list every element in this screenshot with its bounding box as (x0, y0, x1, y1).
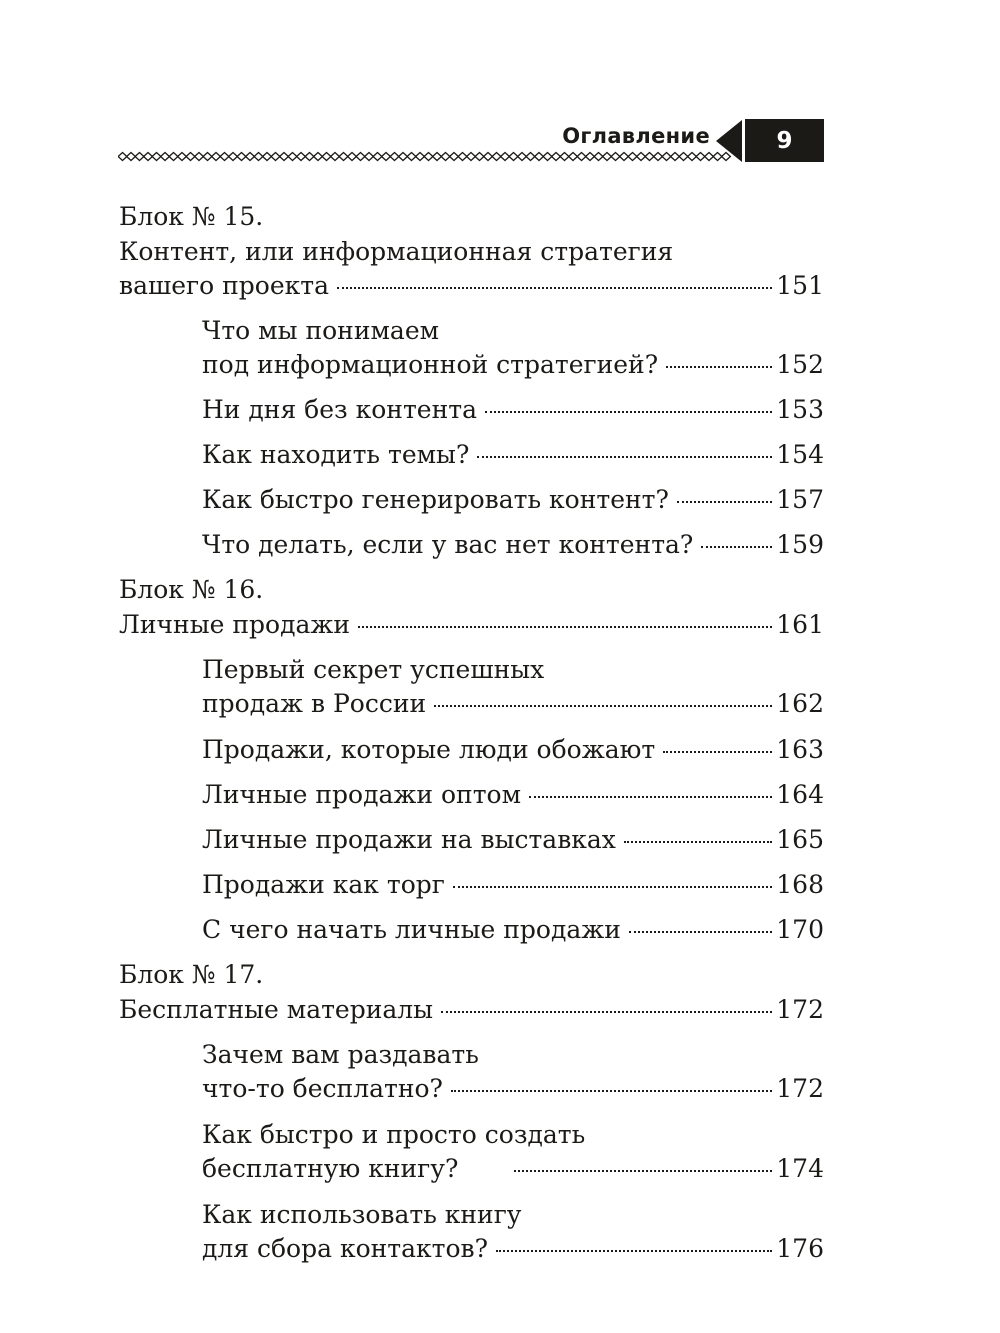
dot-leader (496, 1250, 772, 1252)
dot-leader (451, 1090, 772, 1092)
entry-text: продаж в России (202, 689, 427, 718)
entry-text: Бесплатные материалы (119, 995, 434, 1024)
toc-entry (202, 733, 824, 767)
toc-entry (202, 438, 824, 472)
entry-text: Продажи, которые люди обожают (202, 735, 656, 764)
entry-text: Что делать, если у вас нет контента? (202, 530, 694, 559)
block-heading-15 (119, 200, 824, 234)
block-title: Блок № 17. (119, 960, 264, 989)
toc-entry (202, 687, 824, 721)
dot-leader (677, 501, 772, 503)
block-heading-16 (119, 573, 824, 607)
toc-entry-17 (119, 993, 824, 1027)
entry-text: Как быстро и просто создать (202, 1120, 586, 1149)
entry-page-number: 152 (776, 350, 824, 379)
entry-page-number: 151 (776, 271, 824, 300)
entry-page-number: 164 (776, 780, 824, 809)
dot-leader (529, 796, 772, 798)
entry-page-number: 162 (776, 689, 824, 718)
dot-leader (624, 841, 772, 843)
entry-text: Зачем вам раздавать (202, 1040, 479, 1069)
dot-leader (477, 456, 772, 458)
entry-text: Личные продажи (119, 610, 351, 639)
toc-entry-line1 (202, 314, 824, 348)
dot-leader (337, 287, 772, 289)
toc-entry (202, 483, 824, 517)
dot-leader (485, 411, 772, 413)
entry-text: под информационной стратегией? (202, 350, 659, 379)
running-title: Оглавление (562, 124, 710, 148)
entry-page-number: 174 (776, 1154, 824, 1183)
entry-page-number: 161 (776, 610, 824, 639)
dot-leader (663, 751, 772, 753)
dot-leader (514, 1170, 772, 1172)
entry-text: вашего проекта (119, 271, 329, 300)
toc-entry (202, 823, 824, 857)
toc-entry (202, 913, 824, 947)
entry-page-number: 153 (776, 395, 824, 424)
entry-page-number: 154 (776, 440, 824, 469)
entry-page-number: 170 (776, 915, 824, 944)
toc-entry-line1 (202, 1118, 824, 1152)
toc-entry (202, 1072, 824, 1106)
page-number: 9 (776, 127, 793, 154)
toc-entry (202, 348, 824, 382)
toc-entry (202, 868, 824, 902)
entry-text: бесплатную книгу? (202, 1154, 459, 1183)
entry-text: для сбора контактов? (202, 1234, 489, 1263)
entry-text: Как использовать книгу (202, 1200, 522, 1229)
entry-page-number: 159 (776, 530, 824, 559)
entry-page-number: 168 (776, 870, 824, 899)
toc-entry (202, 1232, 824, 1266)
entry-text: Личные продажи на выставках (202, 825, 616, 854)
dot-leader (629, 931, 772, 933)
entry-text: Первый секрет успешных (202, 655, 545, 684)
entry-text: С чего начать личные продажи (202, 915, 621, 944)
entry-page-number: 172 (776, 1074, 824, 1103)
entry-text: Как быстро генерировать контент? (202, 485, 669, 514)
toc-entry (202, 778, 824, 812)
toc-entry (202, 528, 824, 562)
toc-entry-line1 (202, 1038, 824, 1072)
toc-entry-16 (119, 608, 824, 642)
entry-text: что-то бесплатно? (202, 1074, 443, 1103)
entry-page-number: 165 (776, 825, 824, 854)
block-title: Блок № 16. (119, 575, 264, 604)
block-heading-17 (119, 958, 824, 992)
dot-leader (441, 1011, 772, 1013)
toc-entry-15 (119, 269, 824, 303)
entry-page-number: 163 (776, 735, 824, 764)
toc-entry-15-line1 (119, 235, 824, 269)
toc-entry (202, 1152, 824, 1186)
block-title: Блок № 15. (119, 202, 264, 231)
entry-page-number: 176 (776, 1234, 824, 1263)
dot-leader (434, 705, 772, 707)
entry-page-number: 157 (776, 485, 824, 514)
toc-entry-line1 (202, 653, 824, 687)
toc-entry (202, 393, 824, 427)
entry-text: Контент, или информационная стратегия (119, 237, 674, 266)
entry-text: Продажи как торг (202, 870, 445, 899)
entry-text: Ни дня без контента (202, 395, 477, 424)
entry-text: Как находить темы? (202, 440, 470, 469)
dot-leader (666, 366, 772, 368)
entry-text: Личные продажи оптом (202, 780, 522, 809)
dot-leader (701, 546, 772, 548)
entry-text: Что мы понимаем (202, 316, 440, 345)
toc-entry-line1 (202, 1198, 824, 1232)
dot-leader (358, 626, 772, 628)
dot-leader (453, 886, 772, 888)
entry-page-number: 172 (776, 995, 824, 1024)
